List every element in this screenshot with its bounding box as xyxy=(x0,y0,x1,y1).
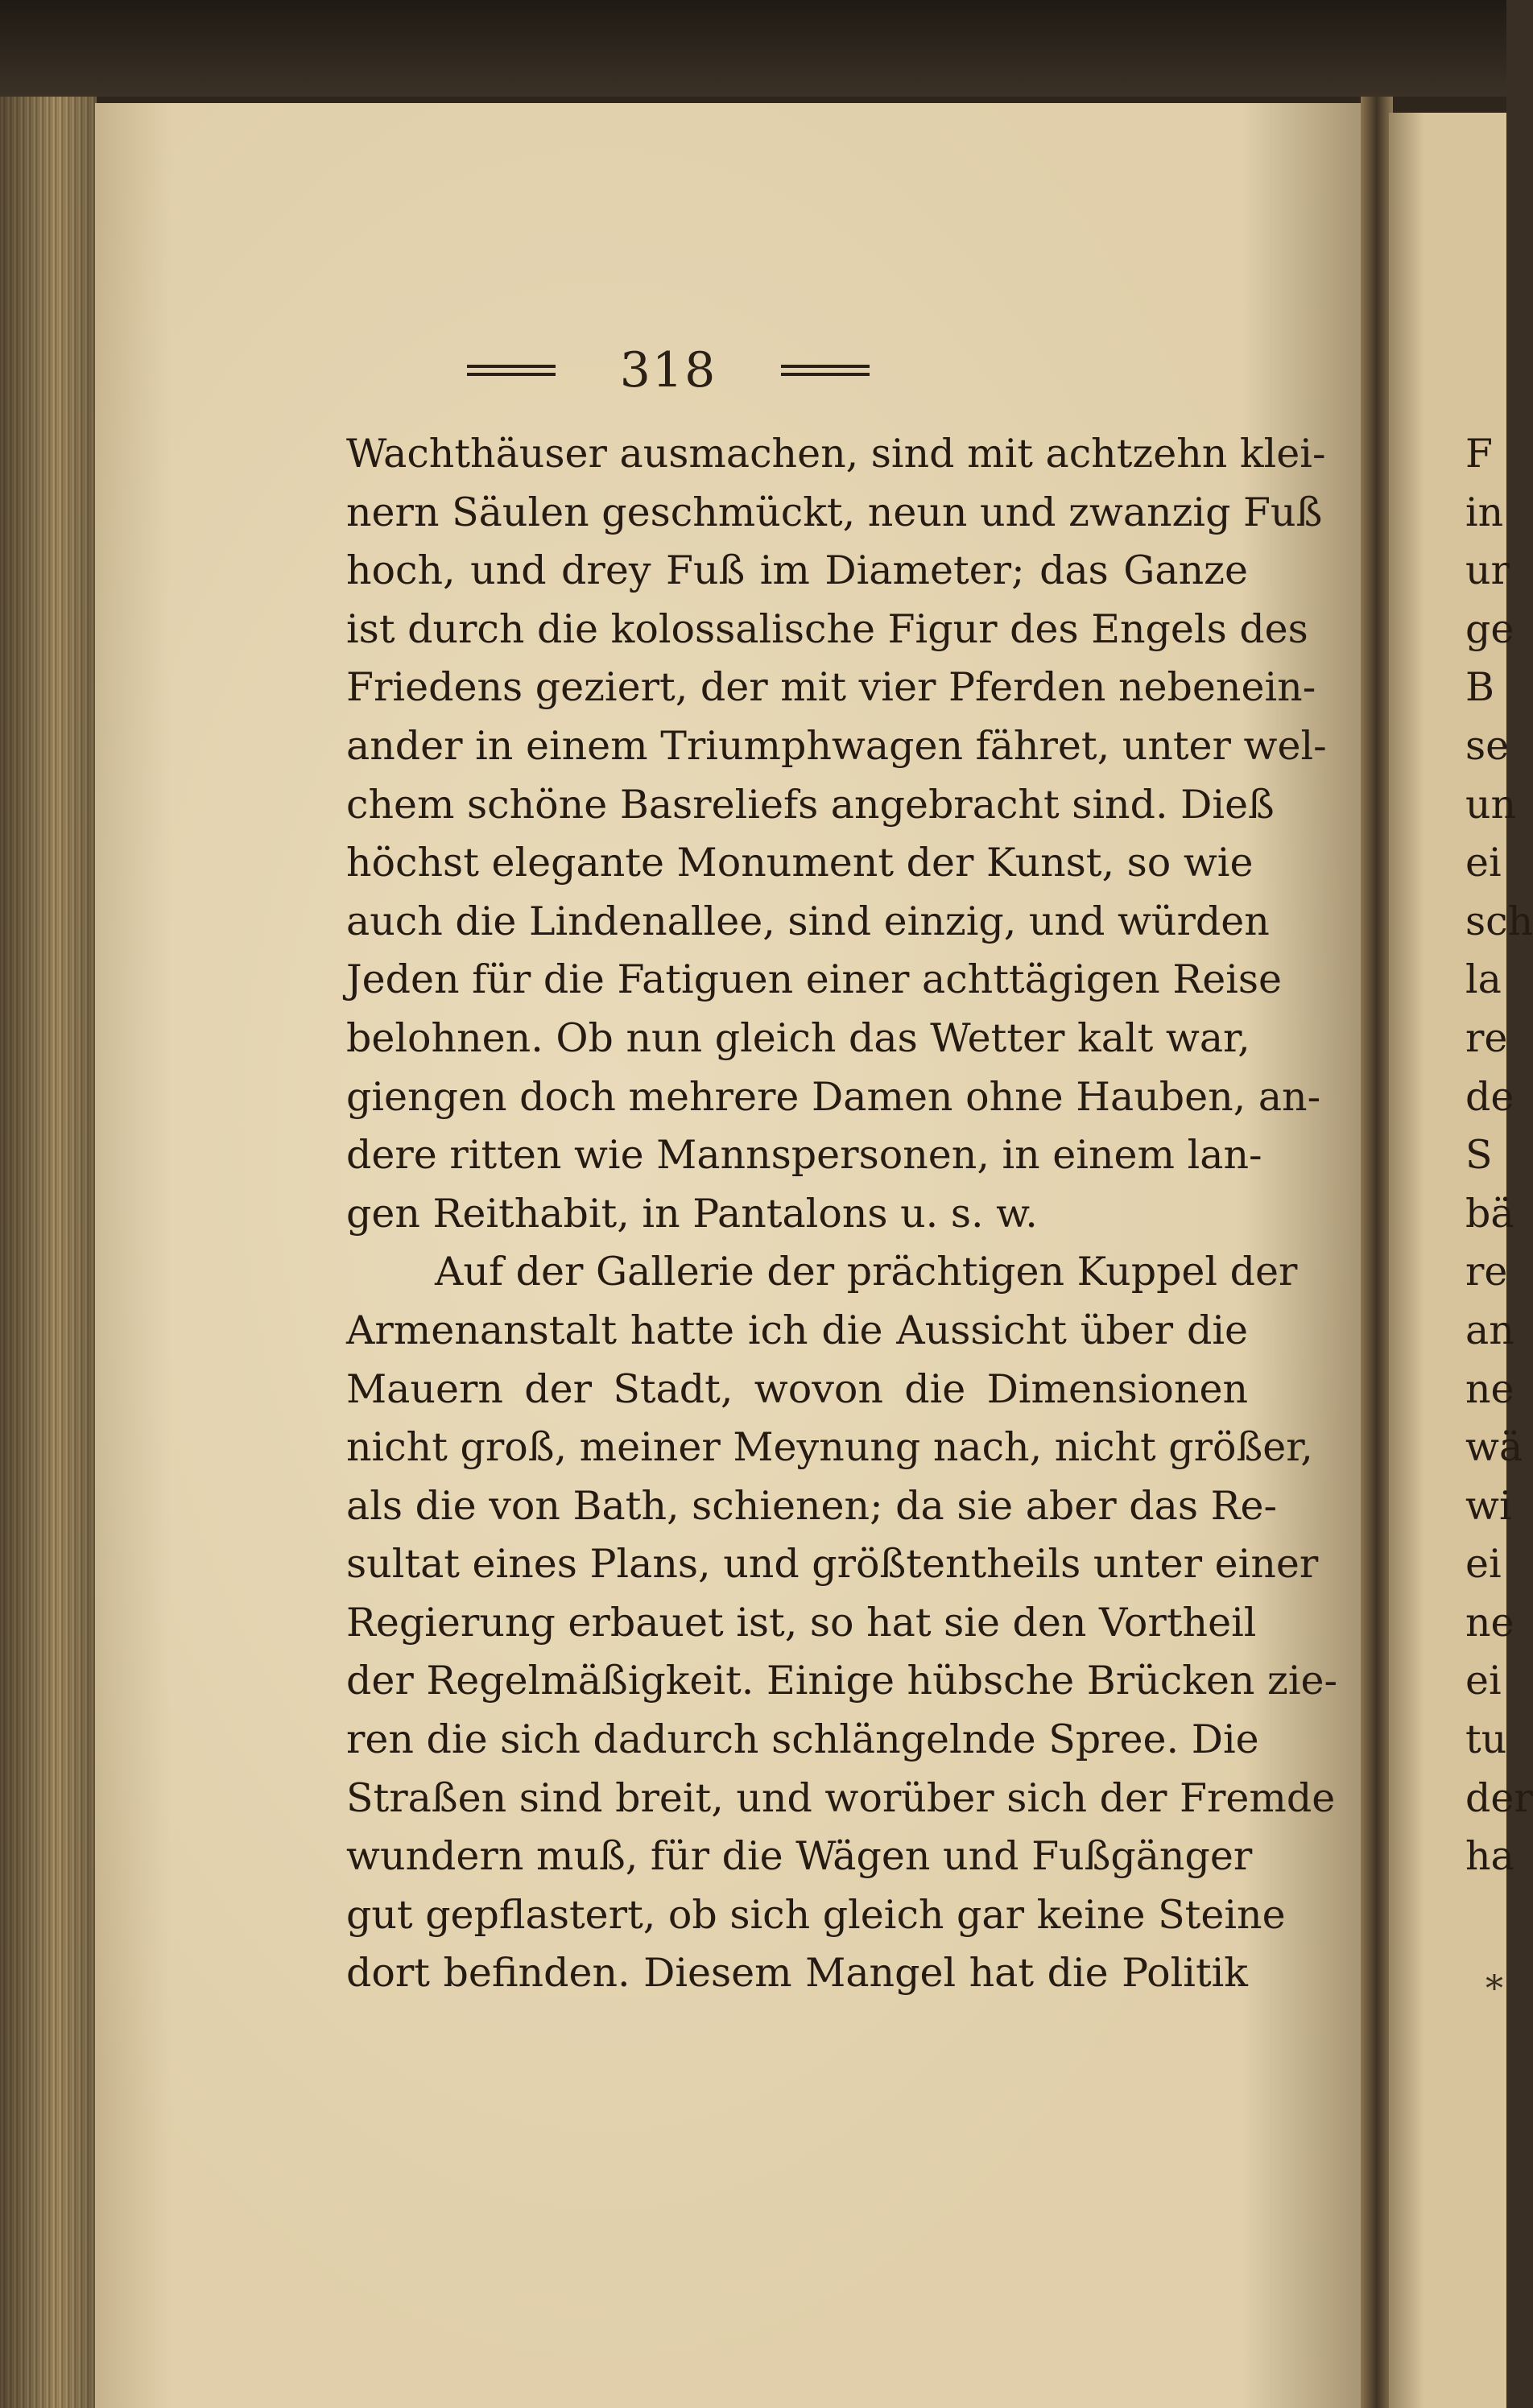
text-line: belohnen. Ob nun gleich das Wetter kalt war, xyxy=(346,1014,1250,1061)
fragment-line: sch xyxy=(1465,898,1533,944)
text-line: gen Reithabit, in Pantalons u. s. w. xyxy=(346,1190,1038,1237)
fragment-line: F xyxy=(1465,431,1493,477)
fragment-line: ei xyxy=(1465,1658,1502,1704)
page-header xyxy=(346,338,990,403)
text-line: Mauern der Stadt, wovon die Dimensionen xyxy=(346,1365,1248,1412)
text-line: Friedens geziert, der mit vier Pferden nebenein- xyxy=(346,664,1316,711)
text-line: dere ritten wie Mannspersonen, in einem lan- xyxy=(346,1132,1262,1179)
fragment-line: ne xyxy=(1465,1365,1514,1412)
footnote-mark: * xyxy=(1485,1968,1503,2009)
fragment-line: S xyxy=(1465,1132,1493,1179)
text-line: Wachthäuser ausmachen, sind mit achtzehn klei- xyxy=(346,431,1326,477)
fragment-line: ha xyxy=(1465,1833,1514,1880)
text-line: gut gepflastert, ob sich gleich gar keine Steine xyxy=(346,1891,1286,1938)
facing-page-fragments xyxy=(1465,425,1533,1886)
text-line: giengen doch mehrere Damen ohne Hauben, an- xyxy=(346,1073,1321,1120)
fragment-line: re xyxy=(1465,1014,1508,1061)
text-line: chem schöne Basreliefs angebracht sind. Dieß xyxy=(346,781,1275,828)
text-line: ander in einem Triumphwagen fähret, unter wel- xyxy=(346,722,1327,769)
fragment-line: de xyxy=(1465,1073,1514,1120)
text-line: als die von Bath, schienen; da sie aber das Re- xyxy=(346,1482,1278,1529)
fragment-line: B xyxy=(1465,664,1495,711)
fragment-line: tu xyxy=(1465,1716,1507,1763)
fragment-line: der xyxy=(1465,1774,1533,1821)
text-line: nern Säulen geschmückt, neun und zwanzig Fuß xyxy=(346,489,1323,535)
text-line: nicht groß, meiner Meynung nach, nicht größer, xyxy=(346,1424,1313,1471)
fragment-line: ne xyxy=(1465,1599,1514,1646)
fragment-line: an xyxy=(1465,1307,1514,1353)
header-rule-left xyxy=(467,365,556,376)
fore-edge-shadow xyxy=(0,97,97,2408)
fragment-line: se xyxy=(1465,722,1510,769)
text-line: Auf der Gallerie der prächtigen Kuppel der xyxy=(435,1249,1298,1295)
text-line: Straßen sind breit, und worüber sich der Fremde xyxy=(346,1774,1336,1821)
fragment-line: ei xyxy=(1465,1541,1502,1588)
fragment-line: ge xyxy=(1465,605,1514,652)
fragment-line: wi xyxy=(1465,1482,1512,1529)
fragment-line: bä xyxy=(1465,1190,1514,1237)
fragment-line: un xyxy=(1465,781,1517,828)
fragment-line: wä xyxy=(1465,1424,1523,1471)
fragment-line: ur xyxy=(1465,547,1510,594)
text-line: auch die Lindenallee, sind einzig, und würden xyxy=(346,898,1270,944)
text-line: ren die sich dadurch schlängelnde Spree. Die xyxy=(346,1716,1259,1763)
text-line: Regierung erbauet ist, so hat sie den Vortheil xyxy=(346,1599,1257,1646)
text-line: hoch, und drey Fuß im Diameter; das Ganze xyxy=(346,547,1248,594)
fragment-line: in xyxy=(1465,489,1504,535)
text-line: dort befinden. Diesem Mangel hat die Politik xyxy=(346,1950,1248,1997)
page-number: 318 xyxy=(619,342,717,399)
header-rule-right xyxy=(781,365,870,376)
text-line: sultat eines Plans, und größtentheils unter einer xyxy=(346,1541,1319,1588)
book-gutter xyxy=(1361,97,1393,2408)
text-line: der Regelmäßigkeit. Einige hübsche Brücken zie- xyxy=(346,1658,1338,1704)
text-line: ist durch die kolossalische Figur des Engels des xyxy=(346,605,1308,652)
top-shadow-band xyxy=(0,0,1506,97)
fragment-line: ei xyxy=(1465,840,1502,886)
main-text-block xyxy=(346,425,1338,2003)
text-line: höchst elegante Monument der Kunst, so wie xyxy=(346,840,1254,886)
text-line: Armenanstalt hatte ich die Aussicht über die xyxy=(346,1307,1248,1353)
text-line: Jeden für die Fatiguen einer achttägigen Reise xyxy=(346,956,1283,1003)
text-line: wundern muß, für die Wägen und Fußgänger xyxy=(346,1833,1253,1880)
fragment-line: la xyxy=(1465,956,1502,1003)
fragment-line: re xyxy=(1465,1249,1508,1295)
